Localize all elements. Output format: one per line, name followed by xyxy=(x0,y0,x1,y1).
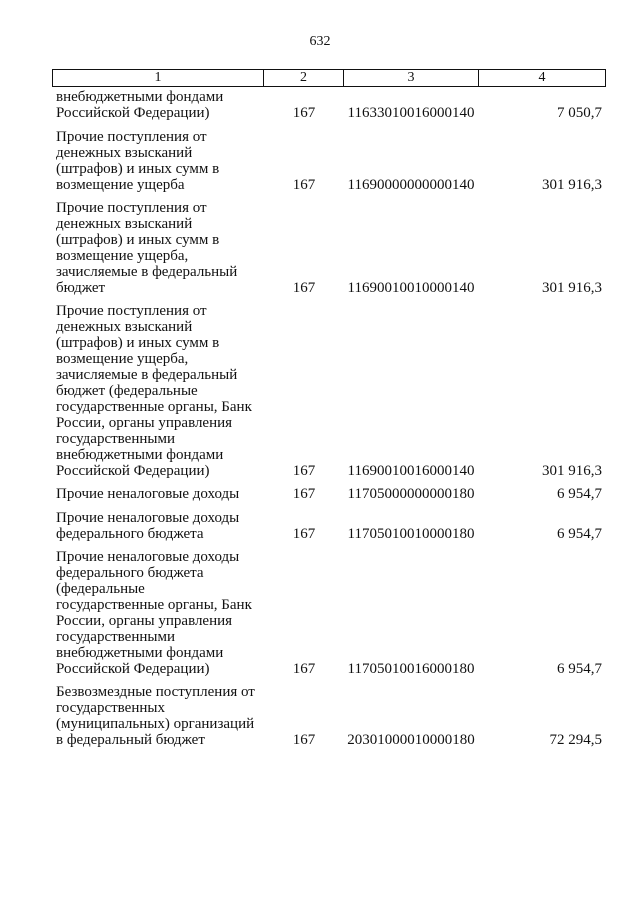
row-name: Прочие поступления от денежных взысканий (штрафов) и иных сумм в возмещение ущерба, зачисляемые в федеральный бюджет xyxy=(56,200,238,296)
row-admin: 167 xyxy=(292,105,316,121)
row-admin: 167 xyxy=(292,526,316,542)
row-amount: 6 954,7 xyxy=(557,526,602,542)
table-header xyxy=(52,69,606,87)
row-amount: 301 916,3 xyxy=(542,280,602,296)
row-code: 11705010016000180 xyxy=(347,661,475,677)
table-row xyxy=(52,303,606,479)
row-code: 11633010016000140 xyxy=(347,105,475,121)
row-code: 11690010010000140 xyxy=(347,280,475,296)
header-col-4: 4 xyxy=(538,70,546,85)
row-admin: 167 xyxy=(292,486,316,502)
row-amount: 6 954,7 xyxy=(557,486,602,502)
row-amount: 301 916,3 xyxy=(542,463,602,479)
row-admin: 167 xyxy=(292,463,316,479)
row-code: 11690010016000140 xyxy=(347,463,475,479)
header-col-3: 3 xyxy=(344,70,479,86)
row-name: внебюджетными фондами Российской Федерации) xyxy=(56,89,224,121)
row-name: Прочие неналоговые доходы xyxy=(56,486,240,502)
row-code: 11705000000000180 xyxy=(347,486,475,502)
row-name: Прочие поступления от денежных взысканий (штрафов) и иных сумм в возмещение ущерба xyxy=(56,129,220,193)
row-code: 11705010010000180 xyxy=(347,526,475,542)
row-name: Прочие неналоговые доходы федерального бюджета (федеральные государственные органы, Банк России, органы управления государственными внебюджетными фондами Российской Федерации) xyxy=(56,549,252,677)
row-amount: 7 050,7 xyxy=(557,105,602,121)
table-row xyxy=(52,200,606,296)
row-amount: 6 954,7 xyxy=(557,661,602,677)
table-row xyxy=(52,89,606,121)
row-admin: 167 xyxy=(292,280,316,296)
table-row xyxy=(52,486,606,502)
page-number: 632 xyxy=(309,34,331,49)
row-admin: 167 xyxy=(292,732,316,748)
row-name: Прочие поступления от денежных взысканий (штрафов) и иных сумм в возмещение ущерба, зачисляемые в федеральный бюджет (федеральные государственные органы, Банк России, органы управления государственными внебюджетными фондами Российской Федерации) xyxy=(56,303,252,479)
table-body xyxy=(52,89,606,755)
table-row xyxy=(52,510,606,542)
row-amount: 301 916,3 xyxy=(542,177,602,193)
header-col-2: 2 xyxy=(264,70,344,86)
table-row xyxy=(52,129,606,193)
row-admin: 167 xyxy=(292,661,316,677)
row-code: 20301000010000180 xyxy=(347,732,475,748)
header-col-1: 1 xyxy=(53,70,264,86)
row-name: Прочие неналоговые доходы федерального бюджета xyxy=(56,510,240,542)
row-amount: 72 294,5 xyxy=(549,732,602,748)
row-name: Безвозмездные поступления от государственных (муниципальных) организаций в федеральный бюджет xyxy=(56,684,255,748)
table-row xyxy=(52,549,606,677)
row-admin: 167 xyxy=(292,177,316,193)
row-code: 11690000000000140 xyxy=(347,177,475,193)
table-row xyxy=(52,684,606,748)
